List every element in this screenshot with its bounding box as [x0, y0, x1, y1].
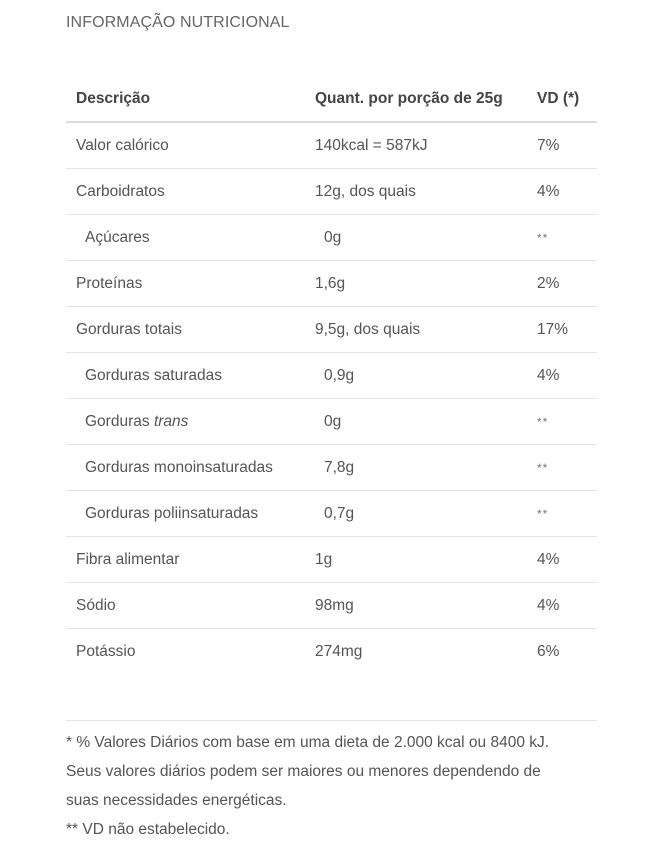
table-row [66, 307, 597, 353]
row-label: Gorduras saturadas [85, 366, 222, 384]
row-quantity: 98mg [315, 596, 354, 614]
dv-footnote-line3: suas necessidades energéticas. [66, 792, 287, 809]
row-quantity: 0g [324, 412, 342, 430]
row-label-text: Gorduras [85, 412, 150, 430]
table-row [66, 123, 597, 169]
footnotes [66, 728, 606, 844]
table-row [66, 629, 597, 675]
header-dv: VD (*) [537, 89, 580, 107]
row-quantity: 0,9g [324, 366, 355, 384]
na-footnote: ** VD não estabelecido. [66, 821, 230, 838]
row-quantity: 0,7g [324, 504, 355, 522]
row-label: Potássio [76, 643, 136, 660]
table-row [66, 445, 597, 491]
row-quantity: 9,5g, dos quais [315, 320, 421, 338]
row-dv: ** [537, 460, 549, 475]
row-dv: 4% [537, 182, 560, 200]
row-label-italic: trans [153, 412, 189, 430]
row-dv: 4% [537, 550, 560, 568]
dv-footnote-line2: Seus valores diários podem ser maiores ou menores dependendo de [66, 763, 541, 780]
row-dv: 7% [537, 136, 560, 154]
row-label: Proteínas [76, 274, 143, 292]
row-dv: ** [537, 506, 549, 521]
table-row [66, 261, 597, 307]
row-label: Fibra alimentar [76, 550, 180, 568]
table-row [66, 537, 597, 583]
row-label: Gorduras totais [76, 320, 182, 338]
row-dv: ** [537, 414, 549, 429]
row-dv: 6% [537, 643, 560, 660]
row-quantity: 7,8g [324, 458, 355, 476]
row-label: Açúcares [85, 228, 150, 246]
row-quantity: 140kcal = 587kJ [315, 136, 428, 154]
row-quantity: 12g, dos quais [315, 182, 416, 200]
table-row [66, 353, 597, 399]
table-row [66, 215, 597, 261]
row-quantity: 1g [315, 550, 333, 568]
dv-footnote-line1: * % Valores Diários com base em uma dieta de 2.000 kcal ou 8400 kJ. [66, 734, 550, 751]
row-dv: 2% [537, 274, 560, 292]
row-label: Sódio [76, 596, 116, 614]
nutrition-table [66, 76, 597, 721]
row-label: Gorduras monoinsaturadas [85, 458, 273, 476]
table-bottom-divider [66, 675, 597, 721]
table-row [66, 399, 597, 445]
row-label: Valor calórico [76, 136, 169, 154]
table-row [66, 491, 597, 537]
table-header-row [66, 76, 597, 123]
row-dv: 4% [537, 366, 560, 384]
row-label: Carboidratos [76, 182, 165, 200]
row-quantity: 274mg [315, 643, 363, 660]
header-quantity: Quant. por porção de 25g [315, 89, 503, 107]
table-row [66, 169, 597, 215]
row-label [85, 399, 188, 444]
table-body [66, 123, 597, 721]
table-row [66, 583, 597, 629]
row-quantity: 1,6g [315, 274, 346, 292]
row-label: Gorduras poliinsaturadas [85, 504, 259, 522]
row-dv: 17% [537, 320, 569, 338]
row-dv: 4% [537, 596, 560, 614]
header-description: Descrição [76, 89, 151, 107]
row-quantity: 0g [324, 228, 342, 246]
row-dv: ** [537, 230, 549, 245]
section-title: INFORMAÇÃO NUTRICIONAL [66, 14, 290, 31]
